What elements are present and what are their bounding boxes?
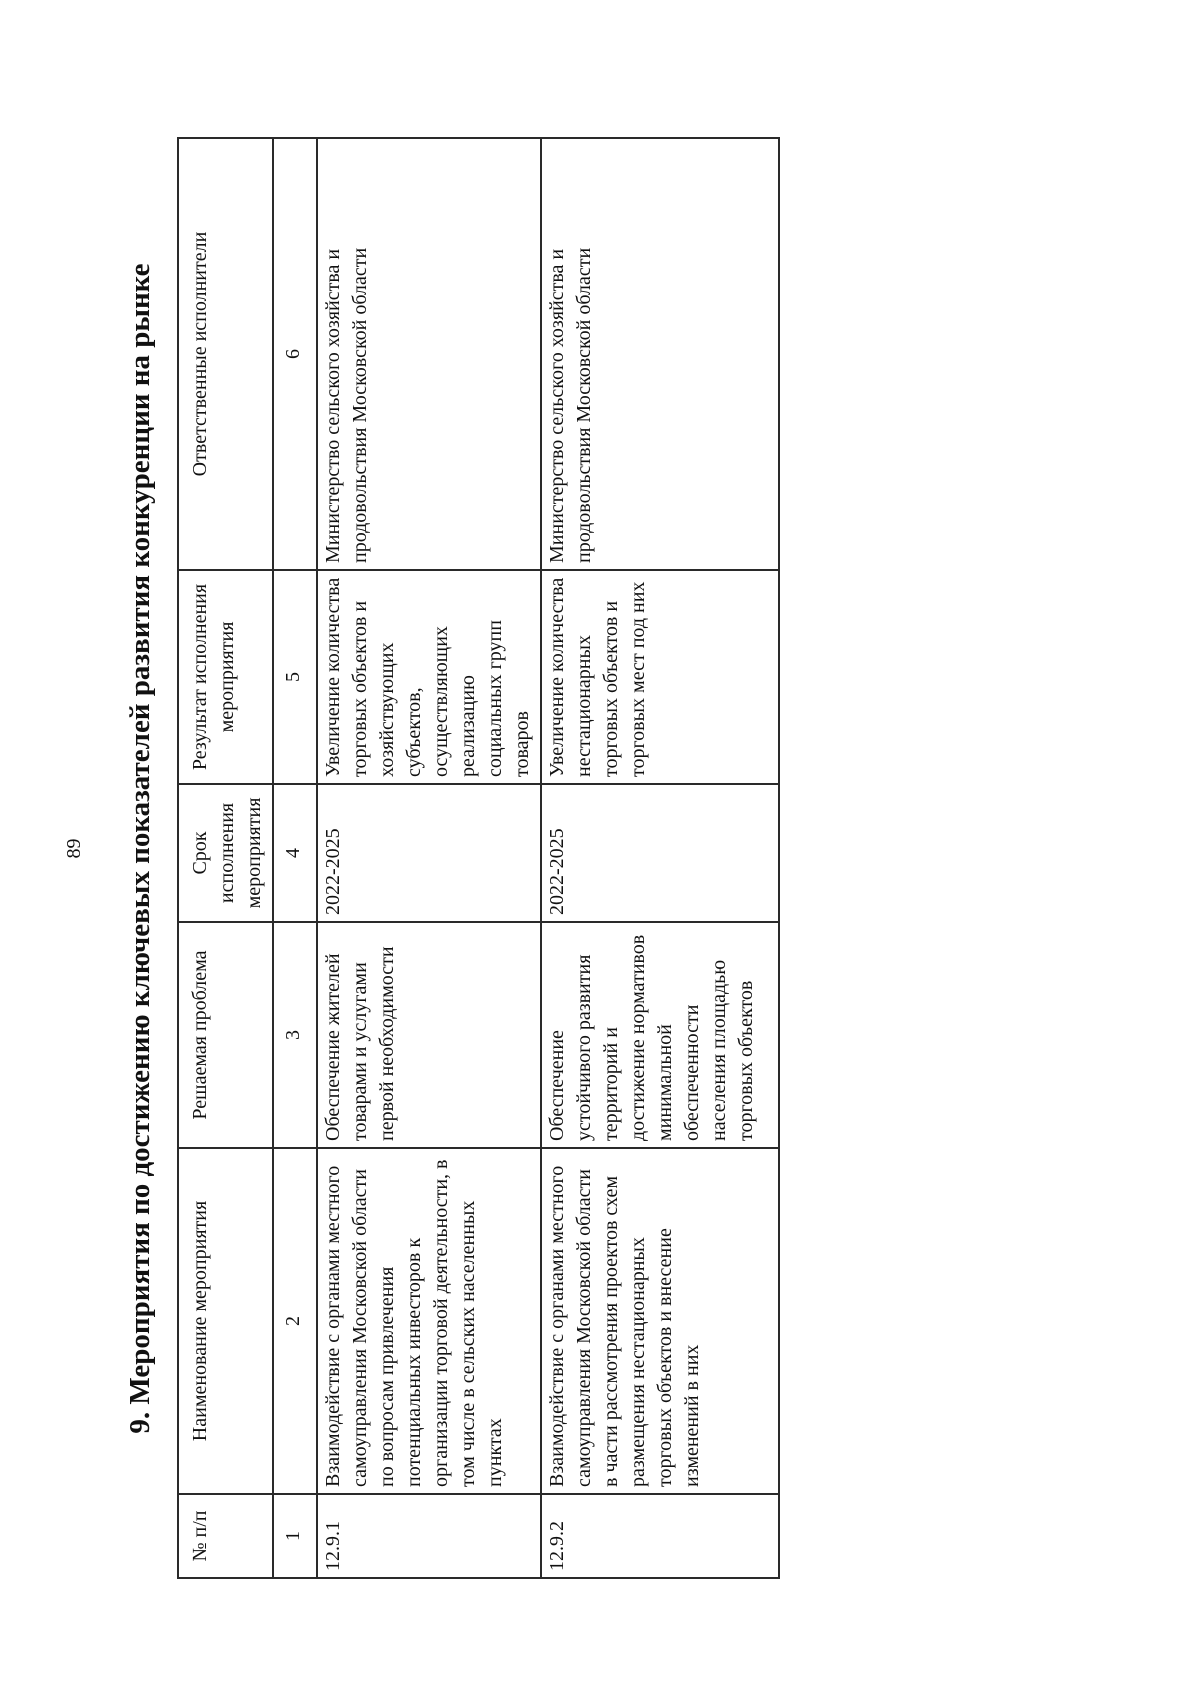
column-number: 6 bbox=[273, 138, 317, 570]
row-result-cell: Увеличение количества нестационарных торговых объектов и торговых мест под них bbox=[541, 570, 779, 784]
column-number-row bbox=[273, 138, 317, 1578]
header-result: Результат исполнения мероприятия bbox=[178, 570, 273, 784]
measures-table bbox=[177, 137, 780, 1579]
row-result-cell: Увеличение количества торговых объектов и хозяйствующих субъектов, осуществляющих реализацию социальных групп товаров bbox=[317, 570, 541, 784]
section-title: 9. Мероприятия по достижению ключевых показателей развития конкуренции на рынке bbox=[124, 263, 156, 1434]
column-number: 3 bbox=[273, 922, 317, 1148]
row-number-cell: 12.9.2 bbox=[541, 1494, 779, 1578]
row-deadline-cell: 2022-2025 bbox=[317, 784, 541, 922]
table-header-row bbox=[178, 138, 273, 1578]
row-problem-cell: Обеспечение устойчивого развития территорий и достижение нормативов минимальной обеспеченности населения площадью торговых объектов bbox=[541, 922, 779, 1148]
row-name-cell: Взаимодействие с органами местного самоуправления Московской области в части рассмотрения проектов схем размещения нестационарных торговых объектов и внесение изменений в них bbox=[541, 1148, 779, 1494]
column-number: 1 bbox=[273, 1494, 317, 1578]
column-number: 4 bbox=[273, 784, 317, 922]
row-executors-cell: Министерство сельского хозяйства и продовольствия Московской области bbox=[317, 138, 541, 570]
row-number-cell: 12.9.1 bbox=[317, 1494, 541, 1578]
column-number: 5 bbox=[273, 570, 317, 784]
row-problem-cell: Обеспечение жителей товарами и услугами первой необходимости bbox=[317, 922, 541, 1148]
header-number: № п/п bbox=[178, 1494, 273, 1578]
row-name-cell: Взаимодействие с органами местного самоуправления Московской области по вопросам привлечения потенциальных инвесторов к организации торговой деятельности, в том числе в сельских населенных пунктах bbox=[317, 1148, 541, 1494]
header-name: Наименование мероприятия bbox=[178, 1148, 273, 1494]
row-executors-cell: Министерство сельского хозяйства и продовольствия Московской области bbox=[541, 138, 779, 570]
row-deadline-cell: 2022-2025 bbox=[541, 784, 779, 922]
page-number: 89 bbox=[63, 838, 85, 859]
table-row bbox=[317, 138, 541, 1578]
header-problem: Решаемая проблема bbox=[178, 922, 273, 1148]
table-row bbox=[541, 138, 779, 1578]
column-number: 2 bbox=[273, 1148, 317, 1494]
header-deadline: Срок исполнения мероприятия bbox=[178, 784, 273, 922]
header-executors: Ответственные исполнители bbox=[178, 138, 273, 570]
